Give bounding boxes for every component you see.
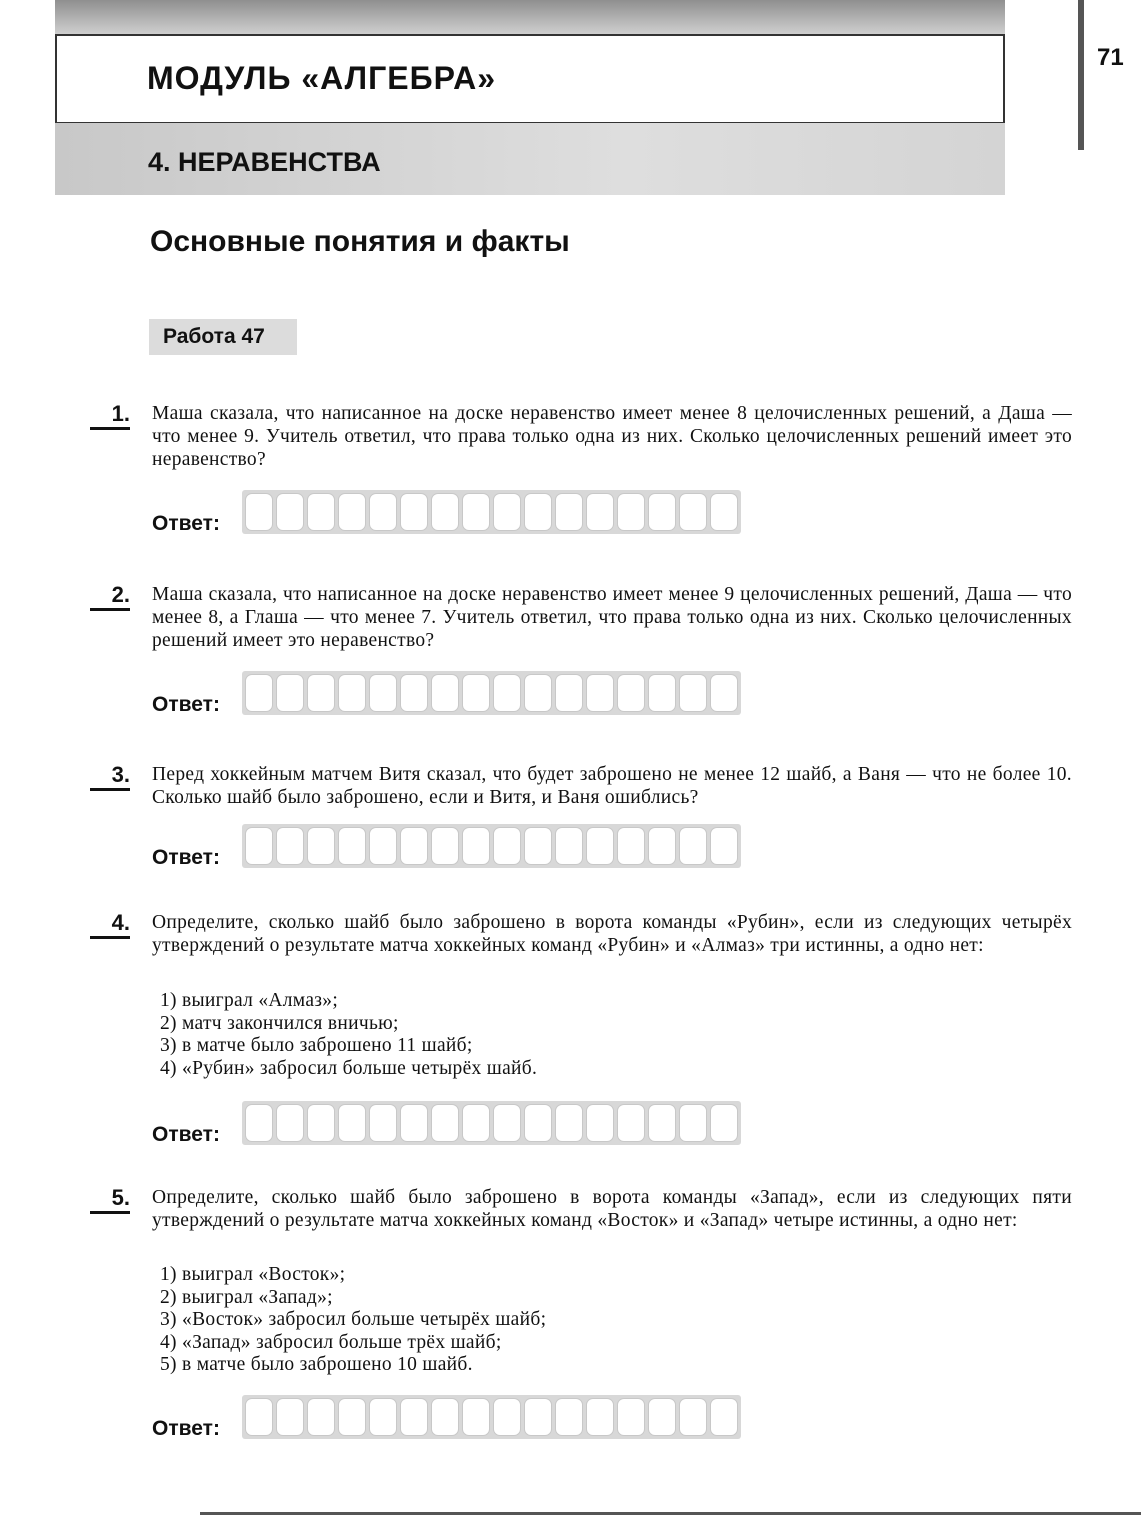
module-header-box xyxy=(55,34,1005,124)
answer-cell[interactable] xyxy=(493,493,521,531)
task-1 xyxy=(90,402,1080,537)
answer-cell[interactable] xyxy=(245,827,273,865)
answer-cell[interactable] xyxy=(338,1104,366,1142)
bottom-rule xyxy=(200,1512,1141,1515)
answer-cell[interactable] xyxy=(586,1104,614,1142)
answer-label: Ответ: xyxy=(152,1417,220,1440)
answer-cell[interactable] xyxy=(710,674,738,712)
work-badge: Работа 47 xyxy=(149,319,297,355)
task-number: 4. xyxy=(90,911,130,939)
answer-cell[interactable] xyxy=(307,674,335,712)
task-4 xyxy=(90,911,1080,1151)
answer-cell[interactable] xyxy=(555,1104,583,1142)
task-2 xyxy=(90,583,1080,718)
answer-cell[interactable] xyxy=(586,1398,614,1436)
answer-cell[interactable] xyxy=(245,1104,273,1142)
answer-cell[interactable] xyxy=(648,1398,676,1436)
answer-cell[interactable] xyxy=(307,493,335,531)
answer-cell[interactable] xyxy=(369,827,397,865)
answer-cells[interactable] xyxy=(242,824,741,868)
answer-cell[interactable] xyxy=(245,1398,273,1436)
answer-cell[interactable] xyxy=(400,1104,428,1142)
page-edge-rule xyxy=(1078,0,1084,150)
task-3 xyxy=(90,763,1080,873)
answer-cell[interactable] xyxy=(493,1104,521,1142)
answer-cell[interactable] xyxy=(524,674,552,712)
statement-list xyxy=(160,1264,860,1377)
answer-cell[interactable] xyxy=(369,1104,397,1142)
list-item: 2) выиграл «Запад»; xyxy=(160,1286,333,1308)
answer-cell[interactable] xyxy=(462,674,490,712)
page-heading: Основные понятия и факты xyxy=(150,225,570,258)
answer-label: Ответ: xyxy=(152,846,220,869)
answer-cell[interactable] xyxy=(276,1398,304,1436)
task-number: 1. xyxy=(90,402,130,430)
answer-cell[interactable] xyxy=(307,1104,335,1142)
list-item: 5) в матче было заброшено 10 шайб. xyxy=(160,1354,473,1375)
answer-cell[interactable] xyxy=(617,827,645,865)
answer-cells[interactable] xyxy=(242,1395,741,1439)
answer-cell[interactable] xyxy=(338,827,366,865)
answer-cell[interactable] xyxy=(462,1104,490,1142)
answer-cell[interactable] xyxy=(648,827,676,865)
answer-cell[interactable] xyxy=(617,1398,645,1436)
answer-cell[interactable] xyxy=(338,493,366,531)
answer-cell[interactable] xyxy=(431,1398,459,1436)
answer-cells[interactable] xyxy=(242,671,741,715)
task-number: 5. xyxy=(90,1186,130,1214)
answer-cell[interactable] xyxy=(710,827,738,865)
statement-list xyxy=(160,990,860,1080)
answer-cell[interactable] xyxy=(617,1104,645,1142)
answer-cell[interactable] xyxy=(710,1398,738,1436)
task-number: 2. xyxy=(90,583,130,611)
task-text: Перед хоккейным матчем Витя сказал, что будет заброшено не менее 12 шайб, а Ваня — что не более 10. Сколько шайб было заброшено, если и Витя, и Ваня ошиблись? xyxy=(152,764,1072,808)
answer-cells[interactable] xyxy=(242,490,741,534)
answer-cells[interactable] xyxy=(242,1101,741,1145)
answer-cell[interactable] xyxy=(710,493,738,531)
answer-cell[interactable] xyxy=(555,1398,583,1436)
section-title: 4. НЕРАВЕНСТВА xyxy=(148,147,381,177)
answer-cell[interactable] xyxy=(493,827,521,865)
answer-cell[interactable] xyxy=(648,1104,676,1142)
answer-cell[interactable] xyxy=(586,827,614,865)
answer-cell[interactable] xyxy=(400,827,428,865)
task-text: Маша сказала, что написанное на доске неравенство имеет менее 8 целочисленных решений, а Даша — что менее 9. Учитель ответил, что права только одна из них. Сколько целочисленных решений имеет это неравенство? xyxy=(152,403,1072,470)
answer-label: Ответ: xyxy=(152,693,220,716)
answer-cell[interactable] xyxy=(462,1398,490,1436)
answer-cell[interactable] xyxy=(679,674,707,712)
answer-cell[interactable] xyxy=(493,1398,521,1436)
answer-cell[interactable] xyxy=(524,827,552,865)
answer-cell[interactable] xyxy=(245,674,273,712)
answer-label: Ответ: xyxy=(152,1123,220,1146)
answer-cell[interactable] xyxy=(276,1104,304,1142)
answer-cell[interactable] xyxy=(617,674,645,712)
answer-cell[interactable] xyxy=(586,674,614,712)
list-item: 3) в матче было заброшено 11 шайб; xyxy=(160,1035,473,1056)
answer-cell[interactable] xyxy=(493,674,521,712)
answer-cell[interactable] xyxy=(648,674,676,712)
answer-cell[interactable] xyxy=(400,1398,428,1436)
list-item: 1) выиграл «Алмаз»; xyxy=(160,990,339,1011)
answer-cell[interactable] xyxy=(431,827,459,865)
answer-cell[interactable] xyxy=(369,1398,397,1436)
section-band xyxy=(55,123,1005,195)
answer-cell[interactable] xyxy=(245,493,273,531)
answer-cell[interactable] xyxy=(524,493,552,531)
answer-cell[interactable] xyxy=(400,674,428,712)
answer-cell[interactable] xyxy=(307,827,335,865)
answer-cell[interactable] xyxy=(710,1104,738,1142)
answer-cell[interactable] xyxy=(276,493,304,531)
answer-cell[interactable] xyxy=(369,493,397,531)
answer-cell[interactable] xyxy=(524,1104,552,1142)
answer-cell[interactable] xyxy=(276,674,304,712)
answer-cell[interactable] xyxy=(307,1398,335,1436)
answer-cell[interactable] xyxy=(431,674,459,712)
task-text: Определите, сколько шайб было заброшено в ворота команды «Запад», если из следующих пяти утверждений о результате матча хоккейных команд «Восток» и «Запад» четыре истинны, а одно нет: xyxy=(152,1187,1072,1231)
answer-cell[interactable] xyxy=(555,674,583,712)
answer-cell[interactable] xyxy=(462,493,490,531)
list-item: 3) «Восток» забросил больше четырёх шайб; xyxy=(160,1309,547,1330)
answer-cell[interactable] xyxy=(400,493,428,531)
answer-cell[interactable] xyxy=(276,827,304,865)
answer-cell[interactable] xyxy=(555,827,583,865)
list-item: 4) «Запад» забросил больше трёх шайб; xyxy=(160,1331,502,1353)
answer-cell[interactable] xyxy=(617,493,645,531)
task-text: Определите, сколько шайб было заброшено в ворота команды «Рубин», если из следующих четырёх утверждений о результате матча хоккейных команд «Рубин» и «Алмаз» три истинны, а одно нет: xyxy=(152,912,1072,956)
answer-cell[interactable] xyxy=(679,1104,707,1142)
answer-cell[interactable] xyxy=(338,1398,366,1436)
top-decorative-strip xyxy=(55,0,1005,34)
answer-cell[interactable] xyxy=(338,674,366,712)
task-text: Маша сказала, что написанное на доске неравенство имеет менее 9 целочисленных решений, Даша — что менее 8, а Глаша — что менее 7. Учитель ответил, что права только одна из них. Сколько целочисленных решений имеет это неравенство? xyxy=(152,584,1072,651)
answer-cell[interactable] xyxy=(431,493,459,531)
list-item: 4) «Рубин» забросил больше четырёх шайб. xyxy=(160,1057,538,1079)
answer-label: Ответ: xyxy=(152,512,220,535)
answer-cell[interactable] xyxy=(648,493,676,531)
answer-cell[interactable] xyxy=(369,674,397,712)
answer-cell[interactable] xyxy=(679,827,707,865)
answer-cell[interactable] xyxy=(586,493,614,531)
list-item: 1) выиграл «Восток»; xyxy=(160,1264,346,1285)
page-number: 71 xyxy=(1097,44,1124,71)
answer-cell[interactable] xyxy=(462,827,490,865)
answer-cell[interactable] xyxy=(555,493,583,531)
answer-cell[interactable] xyxy=(524,1398,552,1436)
module-title: МОДУЛЬ «АЛГЕБРА» xyxy=(147,60,497,96)
answer-cell[interactable] xyxy=(679,493,707,531)
list-item: 2) матч закончился вничью; xyxy=(160,1012,399,1034)
task-5 xyxy=(90,1186,1080,1448)
task-number: 3. xyxy=(90,763,130,791)
answer-cell[interactable] xyxy=(431,1104,459,1142)
answer-cell[interactable] xyxy=(679,1398,707,1436)
